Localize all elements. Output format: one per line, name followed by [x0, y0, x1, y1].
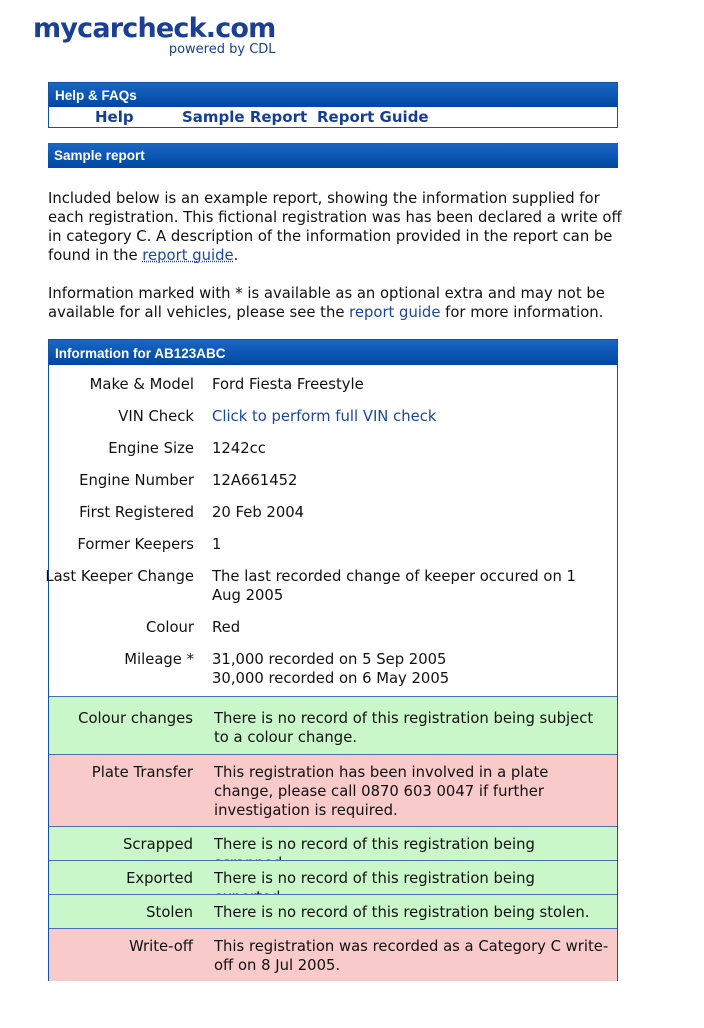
field-label: Engine Size [108, 440, 194, 457]
check-label: Write-off [129, 938, 193, 955]
field-row-former-keepers [49, 535, 617, 559]
help-nav [49, 107, 617, 128]
intro-text: Included below is an example report, showing the information supplied for each registration. This fictional registration was has been declared a write off in category C. A description of the information provided in the report can be found in the [48, 190, 622, 264]
field-label: VIN Check [118, 408, 194, 425]
help-faq-heading: Help & FAQs [49, 83, 617, 107]
field-label: Engine Number [79, 472, 194, 489]
report-guide-link[interactable]: Report Guide [317, 108, 429, 126]
check-label: Scrapped [123, 836, 193, 853]
optional-extra-paragraph [48, 284, 628, 322]
field-value [212, 650, 607, 688]
field-value: The last recorded change of keeper occured on 1 Aug 2005 [212, 568, 576, 604]
field-label: First Registered [79, 504, 194, 521]
check-label: Stolen [146, 904, 193, 921]
check-label: Colour changes [78, 710, 193, 727]
field-row-colour [49, 618, 617, 642]
field-row-mileage [49, 650, 617, 690]
check-row-exported [49, 860, 617, 894]
field-row-make-model [49, 375, 617, 399]
report-heading: Information for AB123ABC [49, 340, 617, 365]
mileage-record: 30,000 recorded on 6 May 2005 [212, 670, 450, 687]
logo-tagline: powered by CDL [168, 42, 276, 57]
field-value: Red [212, 619, 241, 636]
help-link[interactable]: Help [95, 108, 134, 126]
field-label: Make & Model [89, 376, 194, 393]
field-value: 1 [212, 536, 222, 553]
field-row-engine-size [49, 439, 617, 463]
report-guide-inline-link[interactable]: report guide [142, 247, 234, 264]
check-row-write-off [49, 928, 617, 981]
check-label: Exported [126, 870, 193, 887]
mileage-record: 31,000 recorded on 5 Sep 2005 [212, 651, 447, 668]
field-label: Colour [145, 619, 194, 636]
field-value: 20 Feb 2004 [212, 504, 305, 521]
field-row-first-registered [49, 503, 617, 527]
check-result: There is no record of this registration being stolen. [214, 904, 590, 921]
field-row-last-keeper-change [45, 567, 617, 607]
check-row-plate-transfer [49, 754, 617, 826]
check-result: There is no record of this registration being subject to a colour change. [214, 710, 594, 746]
help-faq-box [48, 82, 618, 128]
check-result: This registration has been involved in a plate change, please call 0870 603 0047 if further investigation is required. [214, 764, 549, 819]
field-label: Last Keeper Change [45, 568, 194, 585]
check-row-stolen [49, 894, 617, 928]
sample-report-link[interactable]: Sample Report [182, 108, 308, 126]
intro-text-end: . [233, 247, 239, 264]
optional-extra-text: Information marked with * is available as an optional extra and may not be available for all vehicles, please see the [48, 285, 605, 321]
check-label: Plate Transfer [91, 764, 193, 781]
field-label: Former Keepers [77, 536, 194, 553]
check-result: There is no record of this registration being [214, 870, 535, 887]
field-value: Ford Fiesta Freestyle [212, 376, 364, 393]
report-guide-inline-link-2[interactable]: report guide [349, 304, 441, 321]
field-row-vin-check [49, 407, 617, 431]
logo-wordmark: mycarcheck.com [33, 13, 276, 44]
optional-extra-text-end: for more information. [440, 304, 604, 321]
vin-check-link[interactable]: Click to perform full VIN check [212, 408, 437, 425]
sample-report-heading: Sample report [48, 143, 618, 168]
check-row-scrapped [49, 826, 617, 860]
intro-paragraph [48, 189, 628, 265]
field-row-engine-number [49, 471, 617, 495]
check-row-colour-changes [49, 696, 617, 754]
site-logo[interactable] [33, 13, 276, 57]
check-result: This registration was recorded as a Category C write-off on 8 Jul 2005. [214, 938, 609, 974]
field-label: Mileage * [124, 651, 194, 668]
check-result: There is no record of this registration being [214, 836, 535, 853]
field-value: 12A661452 [212, 472, 298, 489]
field-value: 1242cc [212, 440, 266, 457]
vehicle-report [45, 339, 618, 981]
